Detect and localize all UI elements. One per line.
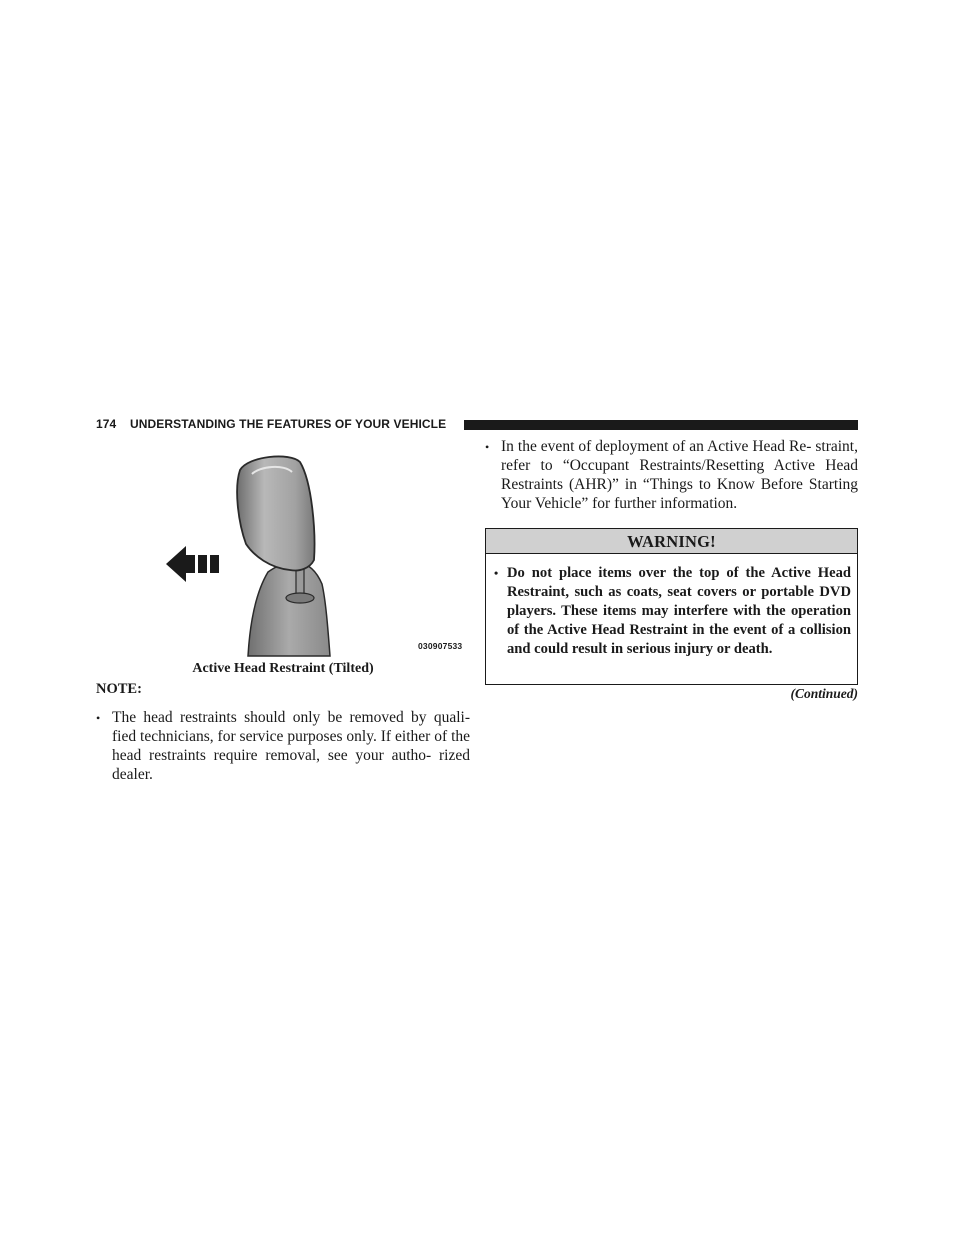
page-header: [96, 416, 858, 434]
deployment-bullet-text: In the event of deployment of an Active Head Re- straint, refer to “Occupant Restraints/Resetting Active Head Restraints (AHR)” in “Things to Know Before Starting Your Vehicle” for further information.: [501, 438, 858, 512]
seat-back: [248, 562, 330, 656]
section-title: UNDERSTANDING THE FEATURES OF YOUR VEHICLE: [130, 417, 447, 431]
head-restraint-pad: [237, 456, 314, 570]
deployment-bullet: [485, 438, 858, 514]
continued-label: (Continued): [790, 686, 858, 701]
warning-bullet: [494, 564, 851, 659]
warning-box: [485, 528, 858, 685]
warning-bullet-text: Do not place items over the top of the Active Head Restraint, such as coats, seat covers or portable DVD players. These items may interfere with the operation of the Active Head Restraint in the event of a collision and could result in serious injury or death.: [507, 565, 851, 657]
page-number: 174: [96, 417, 117, 431]
head-restraint-illustration: [160, 452, 470, 658]
figure-code: 030907533: [418, 641, 463, 651]
note-heading: NOTE:: [96, 681, 142, 697]
figure-caption: Active Head Restraint (Tilted): [192, 661, 374, 676]
note-bullet-text: The head restraints should only be removed by quali- fied technicians, for service purposes only. If either of the head restraints require removal, see your autho- rized dealer.: [112, 709, 470, 783]
warning-title: WARNING!: [486, 529, 857, 554]
bullet-marker: •: [485, 440, 490, 454]
bullet-marker: •: [494, 566, 499, 580]
direction-arrow-icon: [166, 546, 219, 582]
header-rule: [464, 420, 858, 430]
bullet-marker: •: [96, 711, 101, 725]
note-bullet: [96, 709, 470, 785]
